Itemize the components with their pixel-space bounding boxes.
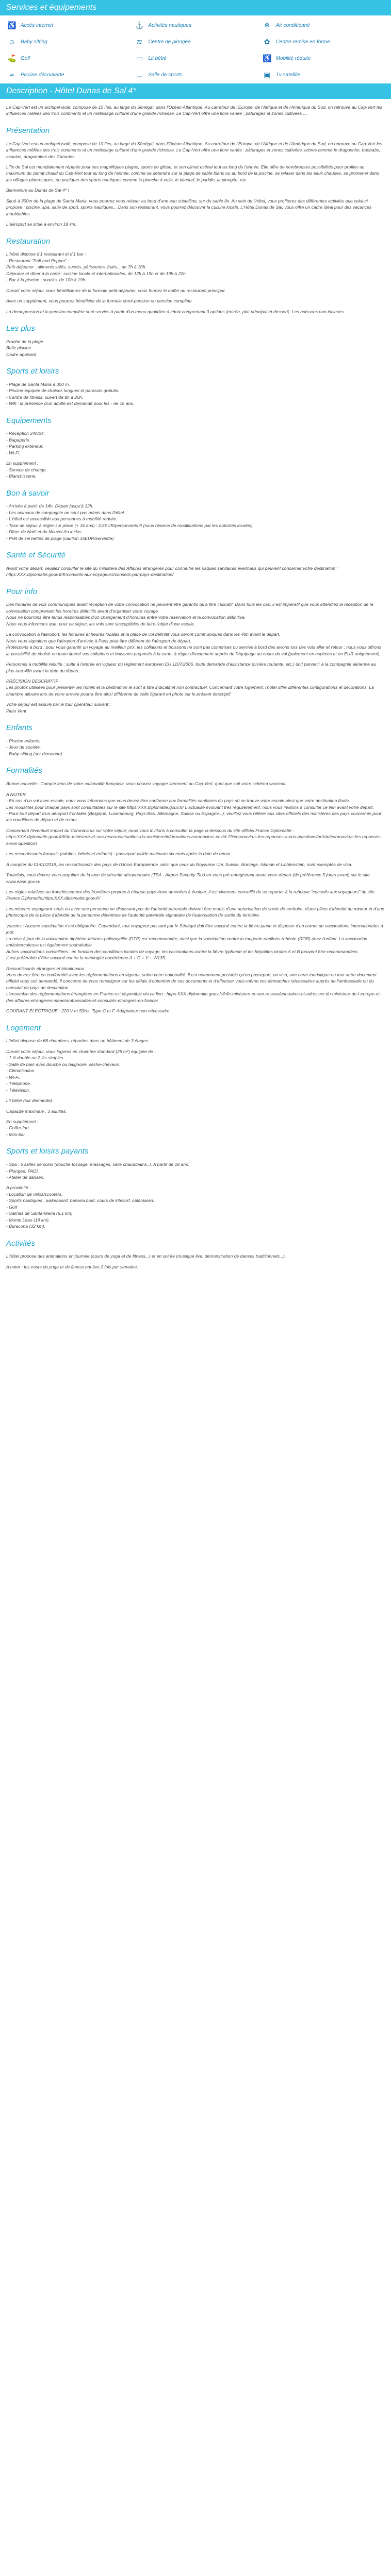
page xyxy=(0,0,391,1284)
section-paragraph: En supplément : - Service de change. - Blanchisserie. xyxy=(6,461,47,479)
section-title: Pour info xyxy=(6,587,38,596)
service-label: Golf xyxy=(21,55,30,61)
description-content xyxy=(0,99,391,1284)
section-paragraph: À compter du 01/01/2019, les ressortissants des pays de l'Union Européenne, ainsi que ceux du Royaume Uni, Suisse, Norvège, Islande et Lichtenstein, sont exemptés de visa. xyxy=(6,861,352,867)
section-paragraph: Personnes à mobilité réduite : suite à l'entrée en vigueur du règlement européen EU 1107/2006, toute demande d'assistance (civière roulante, etc.) doit parvenir à la compagnie aérienne au plus tard 48h avant la date du départ. xyxy=(6,662,376,673)
service-item xyxy=(263,21,384,30)
section-paragraph: Toutefois, vous devrez vous acquitter de la taxe de sécurité aéroportuaire (TSA - Airport Security Tax) en vous pré-enregistrant avant votre départ (de préférence 5 jours avant) sur le site www.ease.gov.cv xyxy=(6,872,370,884)
section-paragraph: La demi-pension et la pension complète sont servies à partir d'un menu quotidien à choix comprenant 3 options (entrée, plat principal et dessert). Les boissons non incluses. xyxy=(6,309,345,314)
service-item xyxy=(135,54,256,63)
section-title: Sports et loisirs xyxy=(6,367,59,376)
section-title: Présentation xyxy=(6,126,50,135)
section-paragraph: Ressortissants étrangers et binationaux : Vous devrez être en conformité avec les réglementations en vigueur, selon votre nationalité. Il est notamment possible qu'un passeport, un visa, une carte touristique ou tout autre document officiel vous soit demandé. Il concerne de vous renseigner sur les délais d'obtention de ces documents et d'effectuer vous-même vos démarches nécessaires auprès de l'ambassade ou du consulat du pays de destination. L'ensemble des règlementations étrangères en France est disponible via ce lien : https:XXX.diplomatie.gouv.fr/fr/le-ministere-et-son-reseau/annuaires-et-adresses-du-ministere-de-l-europe-et-des-affaires-etrangeres-meae/ambassades-et-consulats-etrangers-en-france/ xyxy=(6,965,381,1003)
service-item xyxy=(135,70,256,79)
section-paragraph: L'hôtel dispose d'1 restaurant et d'1 bar : - Restaurant "Salt and Pepper" : Petit-déjeuner : aliments salés, sucrés, pâtisseries, fruits... de 7h à 10h. Déjeuner et dîner à la carte : cuisine locale et internationales, de 12h à 15h et de 19h à 22h. - Bar à la piscine : snacks, de 10h à 19h. xyxy=(6,251,187,283)
service-label: Mobilité réduite xyxy=(275,55,311,61)
tv-icon: ▣ xyxy=(264,70,271,79)
section-paragraph: Proche de la plage Belle piscine Cadre apaisant xyxy=(6,338,43,357)
dumbbell-icon: ≋ xyxy=(136,37,143,46)
service-item xyxy=(263,70,384,79)
service-item xyxy=(263,54,384,63)
section-paragraph: Avant votre départ, veuillez consulter le site du ministère des Affaires étrangères pour connaître les risques sanitaires éventuels qui peuvent concerner votre destination : https:XXX.diplomatie.gouv.fr/fr/conseils-aux-voyageurs/conseils-par-pays-destination/ xyxy=(6,565,338,578)
baby-icon: ☺ xyxy=(8,38,16,46)
section-paragraph: - Plage de Santa Maria à 300 m. - Piscine équipée de chaises longues et parasols gratuits. - Centre de fitness, ouvert de 8h à 20h. - Wifi : la présence d'un adulte est demandé pour les - de 16 ans. xyxy=(6,381,135,406)
section-title: Formalités xyxy=(6,766,43,775)
section-paragraph: L'île de Sal est mondialement réputée pour ses magnifiques plages, sports de glisse, et son climat estival tout au long de l'année. Elle offre de nombreuses possibilités pour profiter au maximum du climat chaud du Cap-Vert tout au long de l'année, comme se détendre sur la plage de sable blanc ou au bord de la piscine, se relaxer dans les eaux chaudes, se promener dans les villages pittoresques, ou pratiquer des sports nautiques comme la planche à voile, le kitesurf, le paddle, la plongée, etc. xyxy=(6,164,380,182)
service-label: Air conditionné xyxy=(275,22,310,28)
section-paragraph: PRÉCISION DESCRIPTIF Les photos utilisées pour présenter les hôtels et la destination le sont à titre indicatif et non contractuel. Concernant votre logement, l'hôtel offre différentes configurations et décorations. La chambre allouée lors de votre arrivée pourra être ainsi différente de celle figurant en photo sur le présent descriptif. xyxy=(6,679,374,697)
section-title: Sports et loisirs payants xyxy=(6,1147,89,1156)
service-item xyxy=(135,21,256,30)
service-item xyxy=(135,37,256,46)
service-label: Lit bébé xyxy=(148,55,167,61)
section-paragraph: Avec un supplément, vous pourrez bénéficier de la formule demi-pension ou pension complète. xyxy=(6,298,193,304)
section-paragraph: Votre séjour est assuré par le tour opérateur suivant : Plein Vent xyxy=(6,702,111,714)
section-paragraph: La convocation à l'aéroport, les horaires et heures locales et la place de vol définitif vous seront communiqués dans les 48h avant le départ. Nous vous signalons que l'aéroport d'arrivée à Paris peut être différent de l'aéroport de départ. Protections à bord : pour vous garantir un voyage au meilleur prix, les collations et boissons ne sont pas comprises ou servies à bord des avions lors des vols aller et retour ; nous vous offrons la possibilité de choisir en toute liberté vos collations et boissons proposés à la carte, à régler directement auprès de l'équipage au cours du vol (paiement en espèces et en EUR uniquement). xyxy=(6,632,382,656)
service-label: Baby sitting xyxy=(21,39,47,45)
service-label: Tv satellite xyxy=(275,72,301,78)
service-label: Salle de sports xyxy=(148,72,183,78)
description-banner: Description - Hôtel Dunas de Sal 4* xyxy=(0,83,391,99)
section-paragraph: Concernant l'éventuel impact du Coronavirus sur votre séjour, nous vous invitons à consulter la page ci-dessous du site officiel France Diplomatie : https:XXX.diplomatie.gouv.fr/fr/le-ministere-et-son-reseau/actualites-du-ministere/informations-coronavirus-covid-19/coronavirus-les-reponses-a-vos-questions/article/coronavirus-les-reponses-a-vos-questions xyxy=(6,827,382,846)
section-paragraph: - Piscine enfants. - Jeux de société. - Baby-sitting (sur demande). xyxy=(6,738,63,756)
section-title: Enfants xyxy=(6,723,32,733)
section-paragraph: A noter : les cours de yoga et de fitness ont lieu 2 fois par semaine. xyxy=(6,1264,138,1269)
service-label: Centre remise en forme xyxy=(275,39,330,45)
service-item xyxy=(7,37,128,46)
section-paragraph: Bonne nouvelle : Compte tenu de votre nationalité française, vous pouvez voyager librement au Cap-Vert, quel que soit votre schéma vaccinal. xyxy=(6,781,287,787)
service-item xyxy=(7,21,128,30)
pool-icon: ≈ xyxy=(10,71,14,79)
section-paragraph: A proximité : - Location de vélos/scooters. - Sports nautiques : wakeboard, banana boat, cours de kitesurf, catamaran. - Golf - Salinas de Santa-Maria (5,1 km). - Monte Leao (19 km). - Buracona (32 km). xyxy=(6,1185,155,1229)
services-grid xyxy=(0,15,391,83)
service-label: Activités nautiques xyxy=(148,22,191,28)
section-title: Activités xyxy=(6,1239,35,1248)
section-paragraph: COURANT ÉLECTRIQUE : 220 V et 50Hz. Type C et F. Adaptateur non nécessaire. xyxy=(6,1008,171,1014)
section-paragraph: A NOTER - En cas d'un vol avec escale, nous vous informons que vous devez être conforme aux formalités sanitaires du pays où se trouve votre escale ainsi que votre destination finale. Les modalités pour chaque pays sont consultables sur le site https:XXX.diplomatie.gouv.fr/ L'actualité évoluant très régulièrement, nous vous invitons à consulter ce lien avant votre départ. - Pour tout départ d'un aéroport frontalier (Belgique, Luxembourg, Pays-Bas, Allemagne, Suisse ou Espagne...), veuillez vous référer aux sites officiels des ministères des pays concernés pour les conditions de départ et de retour. xyxy=(6,791,382,823)
service-label: Centre de plongée xyxy=(148,39,191,45)
reduced-mobility-icon: ♿ xyxy=(262,54,272,62)
section-paragraph: Capacité maximale : 3 adultes. xyxy=(6,1108,67,1114)
section-title: Bon à savoir xyxy=(6,488,50,498)
section-paragraph: Situé à 300m de la plage de Santa Maria, vous pourrez vous relaxer au bord d'une eau cristalline, sur du sable fin. Au sein de l'hôtel, vous profiterez des différentes activités que celui-ci propose : piscine, spa, salle de sport, sports nautiques... Dans son restaurant, vous pourrez découvrir la cuisine locale. L'Hôtel Dunas de Sal, vous offre un cadre idéal pour des vacances inoubliables. xyxy=(6,198,372,216)
air-conditioner-icon: ❄ xyxy=(264,21,270,29)
service-label: Piscine découverte xyxy=(21,72,64,78)
section-paragraph: Les règles relatives au franchissement des frontières propres à chaque pays étant amenées à évoluer, il est vivement conseillé de se reporter à la rubrique "conseils aux voyageurs" du site France Diplomatie,https:XXX.diplomatie.gouv.fr/ xyxy=(6,889,375,901)
section-paragraph: Durant votre séjour, vous bénéficierez de la formule petit-déjeuner, vous formez le buffet au restaurant principal. xyxy=(6,287,226,293)
section-paragraph: Bienvenue au Dunas de Sal 4* ! xyxy=(6,188,69,193)
section-paragraph: Les mineurs voyageant seuls ou avec une personne ne disposant pas de l'autorité parentale doivent être munis d'une autorisation de sortie de territoire, d'une pièce d'identité du mineur et d'une photocopie de la pièce d'identité de la personne détentrice de l'autorité parentale signataire de l'autorisation de sortie du territoire. xyxy=(6,906,384,918)
section-title: Santé et Sécurité xyxy=(6,551,66,560)
golf-icon: ⛳ xyxy=(7,54,17,62)
section-paragraph: L'hôtel propose des animations en journée (cours de yoga et de fitness...) et en soirée (musique live, démonstration de danses traditionnels...). xyxy=(6,1253,286,1259)
section-paragraph: Durant votre séjour, vous logerez en chambre standard (25 m²) équipée de : - 1 lit double ou 2 lits simples. - Salle de bain avec douche ou baignoire, sèche-cheveux. - Climatisation. - Wi-Fi. - Téléphone. - Télévision. xyxy=(6,1048,156,1093)
section-paragraph: L'aéroport se situe à environ 18 km. xyxy=(6,222,77,227)
section-paragraph: En supplément : - Coffre-fort - Mini-bar xyxy=(6,1119,39,1137)
intro-text: Le Cap-Vert est un archipel isolé, composé de 10 îles, au large du Sénégal, dans l'Océan Atlantique. Au carrefour de l'Europe, de l'Afrique et de l'Amérique du Sud, on retrouve au Cap-Vert les influences mêlées des trois continents et un métissage culturel d'une grande richesse. Le Cap-Vert offre une flore variée : pâturages et zones cultivées .... xyxy=(6,105,383,116)
section-paragraph: Vaccins : Aucune vaccination n'est obligatoire. Cependant, tout voyageur passant par le Sénégal doit être vacciné contre la fièvre jaune et disposer d'un carnet de vaccinations internationales à jour. La mise à jour de la vaccination diphtérie-tétanos-poliomyélite (DTP) est recommandée, ainsi que la vaccination contre la rougeole-oreillons-rubéole (ROR) chez l'enfant. La vaccination antituberculeuse est également souhaitable. Autres vaccinations conseillées : en fonction des conditions locales de voyage, les vaccinations contre la fièvre typhoïde et les hépatites virales A et B peuvent être recommandées. Il est préférable d'être vacciné contre la méningite bactérienne A + C + Y + W135. xyxy=(6,923,383,961)
section-paragraph: Le Cap-Vert est un archipel isolé, composé de 10 îles, au large du Sénégal, dans l'Océan Atlantique. Au carrefour de l'Europe, de l'Afrique et de l'Amérique du Sud, on retrouve au Cap-Vert les influences mêlées des trois continents et un métissage culturel d'une grande richesse. Le Cap-Vert offre une flore variée : pâturages et zones cultivées, arbres comme le dragonnier, baobabs, acacias, dragonniers des Canaries. xyxy=(6,141,383,159)
services-banner: Services et équipements xyxy=(0,0,391,15)
bed-icon: ▭ xyxy=(136,54,143,62)
section-paragraph: - Spa : 6 salles de soins (douche tosuage, massages, salle chaud/bains..). A partir de 18 ans. - Plongée, PADI. - Atelier de danses. xyxy=(6,1162,189,1180)
section-title: Les plus xyxy=(6,324,35,333)
spa-icon: ✿ xyxy=(264,37,270,46)
section-paragraph: Des horaires de vols communiqués avant réception de votre convocation ne peuvent être garantis qu'à titre indicatif. Dans tous les cas, il est impératif que vous attendiez la réception de la convocation comprenant les horaires définitifs avant d'organiser votre voyage. Nous ne pourrons être tenus responsables d'un changement d'horaires entre votre réservation et la convocation définitive. Nous vous informons que, pour ce séjour, les vols sont susceptibles de faire l'objet d'une escale. xyxy=(6,602,373,626)
section-title: Restauration xyxy=(6,236,51,246)
section-paragraph: Les ressortissants français (adultes, bébés et enfants) : passeport valide minimum six mois après la date de retour. xyxy=(6,851,232,857)
gym-icon: ⚊ xyxy=(136,70,143,79)
section-paragraph: - Réception 24h/24. - Bagagerie. - Parking extérieur. - Wi-Fi. xyxy=(6,431,45,455)
service-item xyxy=(263,37,384,46)
section-paragraph: L'hôtel dispose de 68 chambres, réparties dans un bâtiment de 3 étages. xyxy=(6,1038,150,1044)
service-item xyxy=(7,70,128,79)
section-title: Equipements xyxy=(6,416,52,425)
section-paragraph: - Arrivée à partir de 14h. Départ jusqu'à 12h. - Les animaux de compagnie ne sont pas admis dans l'hôtel. - L'hôtel est accessible aux personnes à mobilité réduite. - Taxe de séjour à régler sur place (+ 16 ans) : 2,5EUR/personne/nuit (sous réserve de modifications par les autorités locales). - Dîner de Noël et du Nouvel An inclus. - Prêt de serviettes de plage (caution 15EUR/serviette). xyxy=(6,503,254,541)
service-item xyxy=(7,54,128,63)
service-label: Accès internet xyxy=(21,22,54,28)
section-paragraph: Lit bébé (sur demande). xyxy=(6,1098,54,1104)
activity-icon: ⚓ xyxy=(135,21,144,29)
section-title: Logement xyxy=(6,1023,41,1032)
wheelchair-icon: ♿ xyxy=(7,21,17,29)
